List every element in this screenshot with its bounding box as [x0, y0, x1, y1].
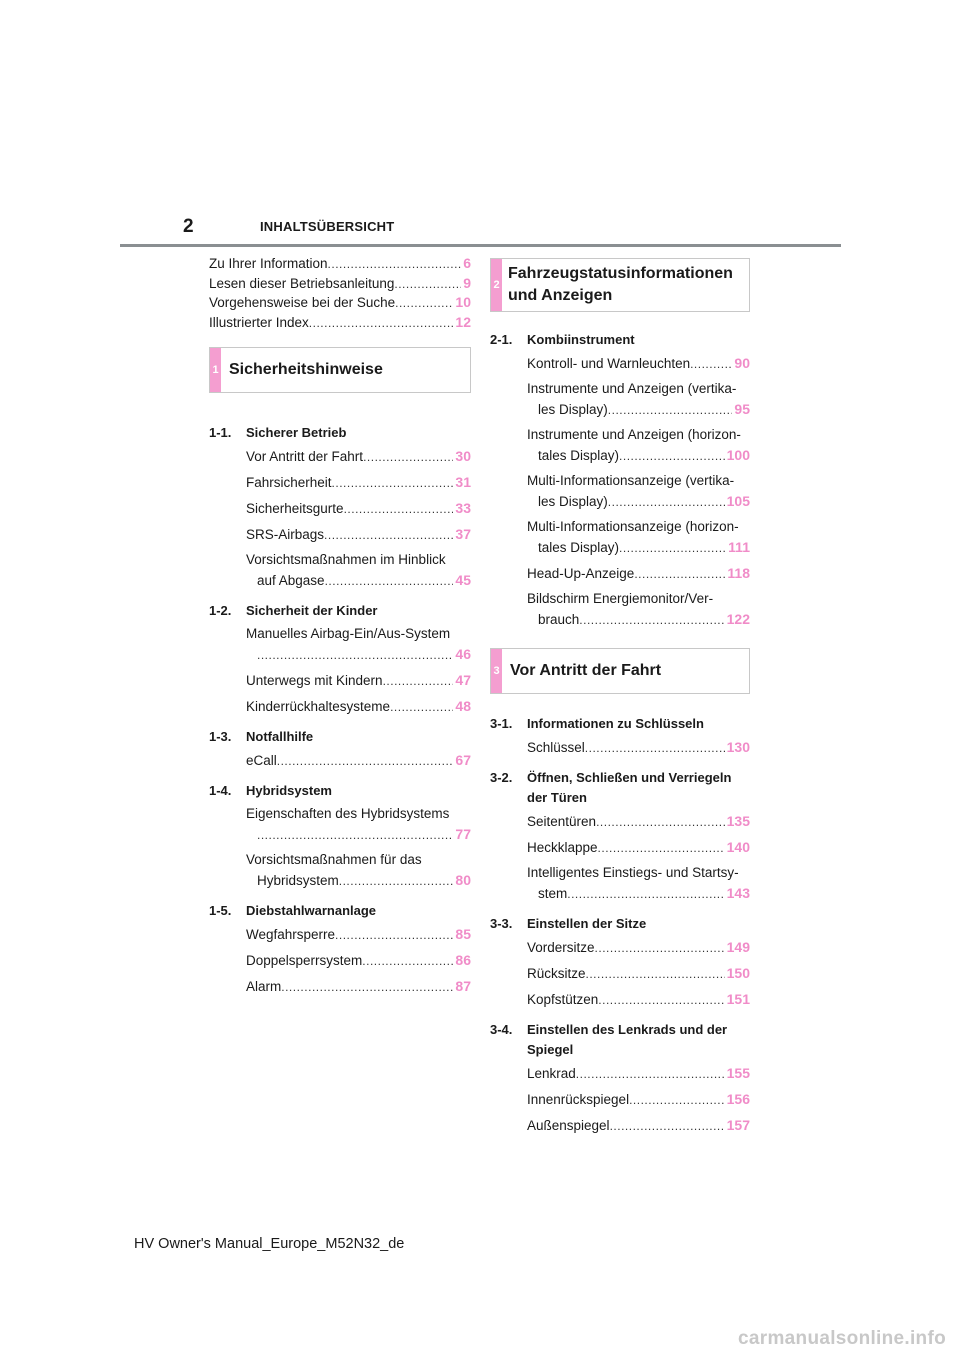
toc-entry-line	[527, 491, 750, 512]
toc-entry[interactable]	[527, 837, 750, 858]
toc-entry-label: Wegfahrsperre	[246, 926, 336, 942]
toc-entry-label: Kopfstützen	[527, 992, 599, 1007]
toc-entry[interactable]	[527, 471, 750, 512]
toc-page-link[interactable]: 135	[726, 813, 750, 829]
toc-entry-label: Bildschirm Energiemonitor/Ver-	[527, 591, 714, 606]
subsection-title: Einstellen des Lenkrads und der Spiegel	[527, 1022, 728, 1057]
header-title: INHALTSÜBERSICHT	[260, 219, 395, 234]
subsection-heading	[209, 601, 471, 621]
toc-entry-line	[527, 1089, 750, 1110]
subsection-title: Sicherer Betrieb	[246, 424, 347, 440]
section-title: Sicherheitshinweise	[229, 360, 383, 378]
toc-page-link[interactable]: 156	[726, 1091, 750, 1107]
toc-entry[interactable]	[527, 425, 750, 466]
dot-leader	[585, 738, 725, 758]
toc-page-link[interactable]: 80	[455, 871, 471, 888]
subsection-heading	[490, 768, 750, 808]
dot-leader	[567, 884, 724, 904]
dot-leader	[395, 294, 453, 313]
toc-entry-label: auf Abgase	[257, 572, 325, 588]
front-matter-item[interactable]	[209, 254, 471, 273]
toc-entry[interactable]	[246, 446, 471, 467]
subsection-number: 1-4.	[209, 782, 232, 798]
toc-entry-label: Illustrierter Index	[209, 314, 309, 330]
toc-entry-line	[246, 524, 471, 545]
toc-entry-line	[246, 950, 471, 971]
toc-entry-label: SRS-Airbags	[246, 526, 325, 542]
dot-leader	[608, 400, 733, 420]
toc-entry[interactable]	[527, 989, 750, 1010]
toc-page-link[interactable]: 85	[455, 925, 471, 942]
dot-leader	[257, 645, 453, 665]
toc-entry-label: Vorgehensweise bei der Suche	[209, 295, 396, 310]
toc-entry[interactable]	[246, 524, 471, 545]
toc-entry-line	[527, 537, 750, 558]
toc-entry-line	[246, 644, 471, 665]
front-matter-item[interactable]	[209, 274, 471, 293]
dot-leader	[277, 751, 454, 771]
toc-entry-line	[527, 353, 750, 374]
dot-leader	[598, 990, 724, 1010]
dot-leader	[281, 977, 453, 997]
toc-entry-line	[527, 1115, 750, 1136]
toc-entry[interactable]	[246, 950, 471, 971]
toc-entry-label: Lesen dieser Betriebsanleitung	[209, 275, 395, 291]
front-matter-item[interactable]	[209, 313, 471, 332]
section-title: Fahrzeugstatusinformationen und Anzeigen	[508, 265, 733, 304]
subsection-heading	[209, 781, 471, 801]
subsection-heading	[209, 727, 471, 747]
toc-entry[interactable]	[527, 1089, 750, 1110]
toc-page-link[interactable]: 46	[455, 645, 471, 662]
toc-page-link[interactable]: 86	[455, 951, 471, 968]
toc-page-link[interactable]: 118	[727, 565, 750, 581]
toc-entry-line	[527, 737, 750, 758]
toc-entry-label: Zu Ihrer Information	[209, 256, 328, 271]
section-number-badge: 2	[491, 259, 502, 311]
toc-page-link[interactable]: 111	[728, 539, 750, 555]
toc-entry-line	[246, 446, 471, 467]
toc-entry[interactable]	[246, 924, 471, 945]
toc-page-link[interactable]: 77	[455, 825, 471, 842]
toc-entry-label: Instrumente und Anzeigen (horizon-	[527, 427, 741, 442]
subsection-number: 3-2.	[490, 770, 513, 785]
dot-leader	[576, 1064, 725, 1084]
toc-entry-line	[246, 870, 471, 891]
toc-page-link[interactable]: 6	[463, 255, 471, 271]
dot-leader	[629, 1090, 725, 1110]
toc-entry-label: Kinderrückhaltesysteme	[246, 698, 391, 714]
section-title: Vor Antritt der Fahrt	[510, 662, 662, 679]
toc-entry-label: stem	[538, 886, 568, 901]
subsection-heading	[209, 901, 471, 921]
dot-leader	[598, 838, 725, 858]
section-heading	[209, 347, 471, 393]
toc-entry-label: Kontroll- und Warnleuchten	[527, 356, 691, 371]
toc-page-link[interactable]: 150	[726, 965, 750, 981]
subsection-heading	[490, 1020, 750, 1060]
toc-page-link[interactable]: 9	[463, 274, 471, 291]
dot-leader	[394, 275, 461, 294]
subsection-heading	[490, 914, 750, 934]
toc-entry-line	[246, 976, 471, 997]
toc-entry-label: Innenrückspiegel	[527, 1092, 630, 1107]
subsection-title: Diebstahlwarnanlage	[246, 902, 377, 918]
toc-page-link[interactable]: 30	[455, 447, 471, 464]
dot-leader	[586, 964, 725, 984]
toc-left-column	[209, 254, 471, 1005]
subsection-number: 3-4.	[490, 1022, 513, 1037]
toc-page-link[interactable]: 105	[726, 493, 750, 509]
page-number: 2	[183, 216, 194, 237]
subsection-heading	[209, 423, 471, 443]
section-1	[209, 347, 471, 1005]
toc-entry[interactable]	[527, 517, 750, 558]
toc-entry[interactable]	[246, 472, 471, 493]
subsection-title: Einstellen der Sitze	[527, 916, 647, 931]
subsection-number: 1-2.	[209, 602, 232, 618]
dot-leader	[390, 697, 453, 717]
toc-page-link[interactable]: 100	[726, 447, 750, 463]
front-matter-item[interactable]	[209, 293, 471, 312]
toc-entry-label: Heckklappe	[527, 840, 598, 855]
toc-entry[interactable]	[527, 937, 750, 958]
dot-leader	[362, 951, 453, 971]
toc-entry-line	[246, 824, 471, 845]
subsection-number: 3-1.	[490, 716, 513, 731]
toc-entry-line	[527, 811, 750, 832]
subsection-number: 1-5.	[209, 902, 232, 918]
toc-entry-label: Multi-Informationsanzeige (vertika-	[527, 473, 735, 488]
toc-entry-label: Vordersitze	[527, 940, 595, 955]
dot-leader	[595, 938, 725, 958]
toc-page-link[interactable]: 140	[726, 839, 750, 855]
toc-page-link[interactable]: 157	[726, 1117, 750, 1133]
toc-page-link[interactable]: 143	[726, 885, 750, 901]
toc-entry-line	[527, 963, 750, 984]
toc-entry[interactable]	[246, 498, 471, 519]
toc-entry[interactable]	[246, 550, 471, 591]
toc-page-link[interactable]: 90	[734, 355, 750, 371]
toc-page-link[interactable]: 67	[455, 751, 471, 768]
toc-entry[interactable]	[246, 696, 471, 717]
toc-entry-label: Lenkrad	[527, 1066, 576, 1081]
toc-entry[interactable]	[246, 850, 471, 891]
toc-entry-label: Sicherheitsgurte	[246, 500, 344, 516]
toc-entry-label: Rücksitze	[527, 966, 586, 981]
toc-entry-label: brauch	[538, 612, 580, 627]
toc-entry-label: Alarm	[246, 978, 282, 994]
dot-leader	[634, 564, 725, 584]
dot-leader	[608, 492, 725, 512]
dot-leader	[332, 473, 454, 493]
dot-leader	[363, 447, 453, 467]
dot-leader	[610, 1116, 725, 1136]
dot-leader	[328, 255, 462, 274]
toc-entry-label: tales Display)	[538, 540, 620, 555]
toc-entry-label: eCall	[246, 752, 277, 768]
dot-leader	[344, 499, 454, 519]
toc-entry-line	[246, 670, 471, 691]
toc-entry[interactable]	[246, 624, 471, 665]
dot-leader	[324, 525, 453, 545]
toc-page-link[interactable]: 12	[455, 313, 471, 330]
subsection-title: Öffnen, Schließen und Verriegeln der Türen	[527, 770, 732, 805]
toc-page-link[interactable]: 10	[455, 294, 471, 310]
toc-entry[interactable]	[527, 811, 750, 832]
subsection-heading	[490, 330, 750, 350]
subsection-title: Notfallhilfe	[246, 728, 314, 744]
section-number-badge: 1	[210, 348, 221, 392]
toc-entry[interactable]	[527, 589, 750, 630]
toc-entry-line	[527, 837, 750, 858]
toc-entry-line	[246, 924, 471, 945]
toc-entry-label: Eigenschaften des Hybridsystems	[246, 805, 450, 821]
toc-entry-line	[527, 1063, 750, 1084]
toc-entry-line	[246, 472, 471, 493]
toc-entry-line	[527, 609, 750, 630]
section-2	[490, 258, 750, 638]
toc-page-link[interactable]: 149	[726, 939, 750, 955]
dot-leader	[383, 671, 454, 691]
toc-entry[interactable]	[527, 963, 750, 984]
toc-page-link[interactable]: 151	[726, 991, 750, 1007]
toc-entry[interactable]	[246, 804, 471, 845]
toc-entry-line	[527, 563, 750, 584]
toc-entry[interactable]	[527, 1063, 750, 1084]
subsection-number: 1-1.	[209, 424, 232, 440]
toc-right-column	[490, 258, 750, 1144]
toc-page-link[interactable]: 48	[455, 697, 471, 714]
toc-entry-label: Manuelles Airbag-Ein/Aus-System	[246, 625, 451, 641]
toc-page-link[interactable]: 87	[455, 977, 471, 994]
toc-entry[interactable]	[246, 670, 471, 691]
toc-entry[interactable]	[527, 737, 750, 758]
subsection-title: Kombiinstrument	[527, 332, 635, 347]
toc-entry-line	[246, 750, 471, 771]
toc-entry-label: Hybridsystem	[257, 872, 339, 888]
toc-page-link[interactable]: 47	[455, 671, 471, 688]
toc-entry-line	[246, 570, 471, 591]
toc-entry-label: tales Display)	[538, 448, 620, 463]
subsection-number: 3-3.	[490, 916, 513, 931]
toc-entry[interactable]	[527, 563, 750, 584]
toc-entry-label: Fahrsicherheit	[246, 474, 332, 490]
toc-entry-label: Instrumente und Anzeigen (vertika-	[527, 381, 737, 396]
toc-entry-label: Head-Up-Anzeige	[527, 566, 635, 581]
toc-page-link[interactable]: 33	[455, 499, 471, 516]
toc-page-link[interactable]: 130	[726, 739, 750, 755]
toc-entry-label: Multi-Informationsanzeige (horizon-	[527, 519, 739, 534]
watermark: carmanualsonline.info	[738, 1328, 946, 1349]
toc-entry-label: Vorsichtsmaßnahmen für das	[246, 851, 422, 867]
toc-page-link[interactable]: 31	[455, 473, 471, 490]
toc-entry-line	[527, 883, 750, 904]
footer-text: HV Owner's Manual_Europe_M52N32_de	[134, 1236, 405, 1252]
toc-entry-label: Intelligentes Einstiegs- und Startsy-	[527, 865, 739, 880]
dot-leader	[619, 538, 726, 558]
toc-entry[interactable]	[246, 750, 471, 771]
toc-entry-label: Außenspiegel	[527, 1118, 610, 1133]
toc-page-link[interactable]: 122	[726, 611, 750, 627]
section-number-badge: 3	[491, 649, 502, 693]
dot-leader	[339, 871, 454, 891]
dot-leader	[619, 446, 725, 466]
toc-entry-label: les Display)	[538, 402, 608, 417]
toc-entry-line	[527, 937, 750, 958]
dot-leader	[325, 571, 454, 591]
dot-leader	[596, 812, 725, 832]
toc-entry-line	[246, 696, 471, 717]
toc-entry[interactable]	[527, 353, 750, 374]
toc-page-link[interactable]: 95	[734, 401, 750, 417]
section-3	[490, 648, 750, 1144]
dot-leader	[335, 925, 453, 945]
toc-page-link[interactable]: 45	[455, 571, 471, 588]
toc-entry-label: Schlüssel	[527, 740, 585, 755]
toc-page-link[interactable]: 37	[455, 525, 471, 542]
subsection-heading	[490, 714, 750, 734]
toc-entry[interactable]	[527, 379, 750, 420]
front-matter-list	[209, 254, 471, 332]
toc-entry-label: Vor Antritt der Fahrt	[246, 448, 364, 464]
section-heading	[490, 648, 750, 694]
dot-leader	[690, 354, 732, 374]
subsection-number: 2-1.	[490, 332, 513, 347]
subsection-title: Sicherheit der Kinder	[246, 602, 378, 618]
toc-entry-label: Seitentüren	[527, 814, 597, 829]
toc-entry[interactable]	[527, 863, 750, 904]
toc-entry-label: Doppelsperrsystem	[246, 952, 363, 968]
dot-leader	[309, 314, 454, 333]
toc-entry-line	[246, 498, 471, 519]
toc-entry[interactable]	[246, 976, 471, 997]
subsection-number: 1-3.	[209, 728, 232, 744]
section-heading	[490, 258, 750, 312]
toc-page-link[interactable]: 155	[726, 1065, 750, 1081]
toc-entry-line	[527, 399, 750, 420]
dot-leader	[257, 825, 453, 845]
toc-entry-label: Unterwegs mit Kindern	[246, 672, 383, 688]
subsection-title: Hybridsystem	[246, 782, 332, 798]
toc-entry-label: les Display)	[538, 494, 608, 509]
toc-entry-line	[527, 445, 750, 466]
header-rule	[120, 244, 841, 247]
subsection-title: Informationen zu Schlüsseln	[527, 716, 704, 731]
dot-leader	[579, 610, 724, 630]
toc-entry[interactable]	[527, 1115, 750, 1136]
toc-entry-label: Vorsichtsmaßnahmen im Hinblick	[246, 551, 446, 567]
toc-entry-line	[527, 989, 750, 1010]
